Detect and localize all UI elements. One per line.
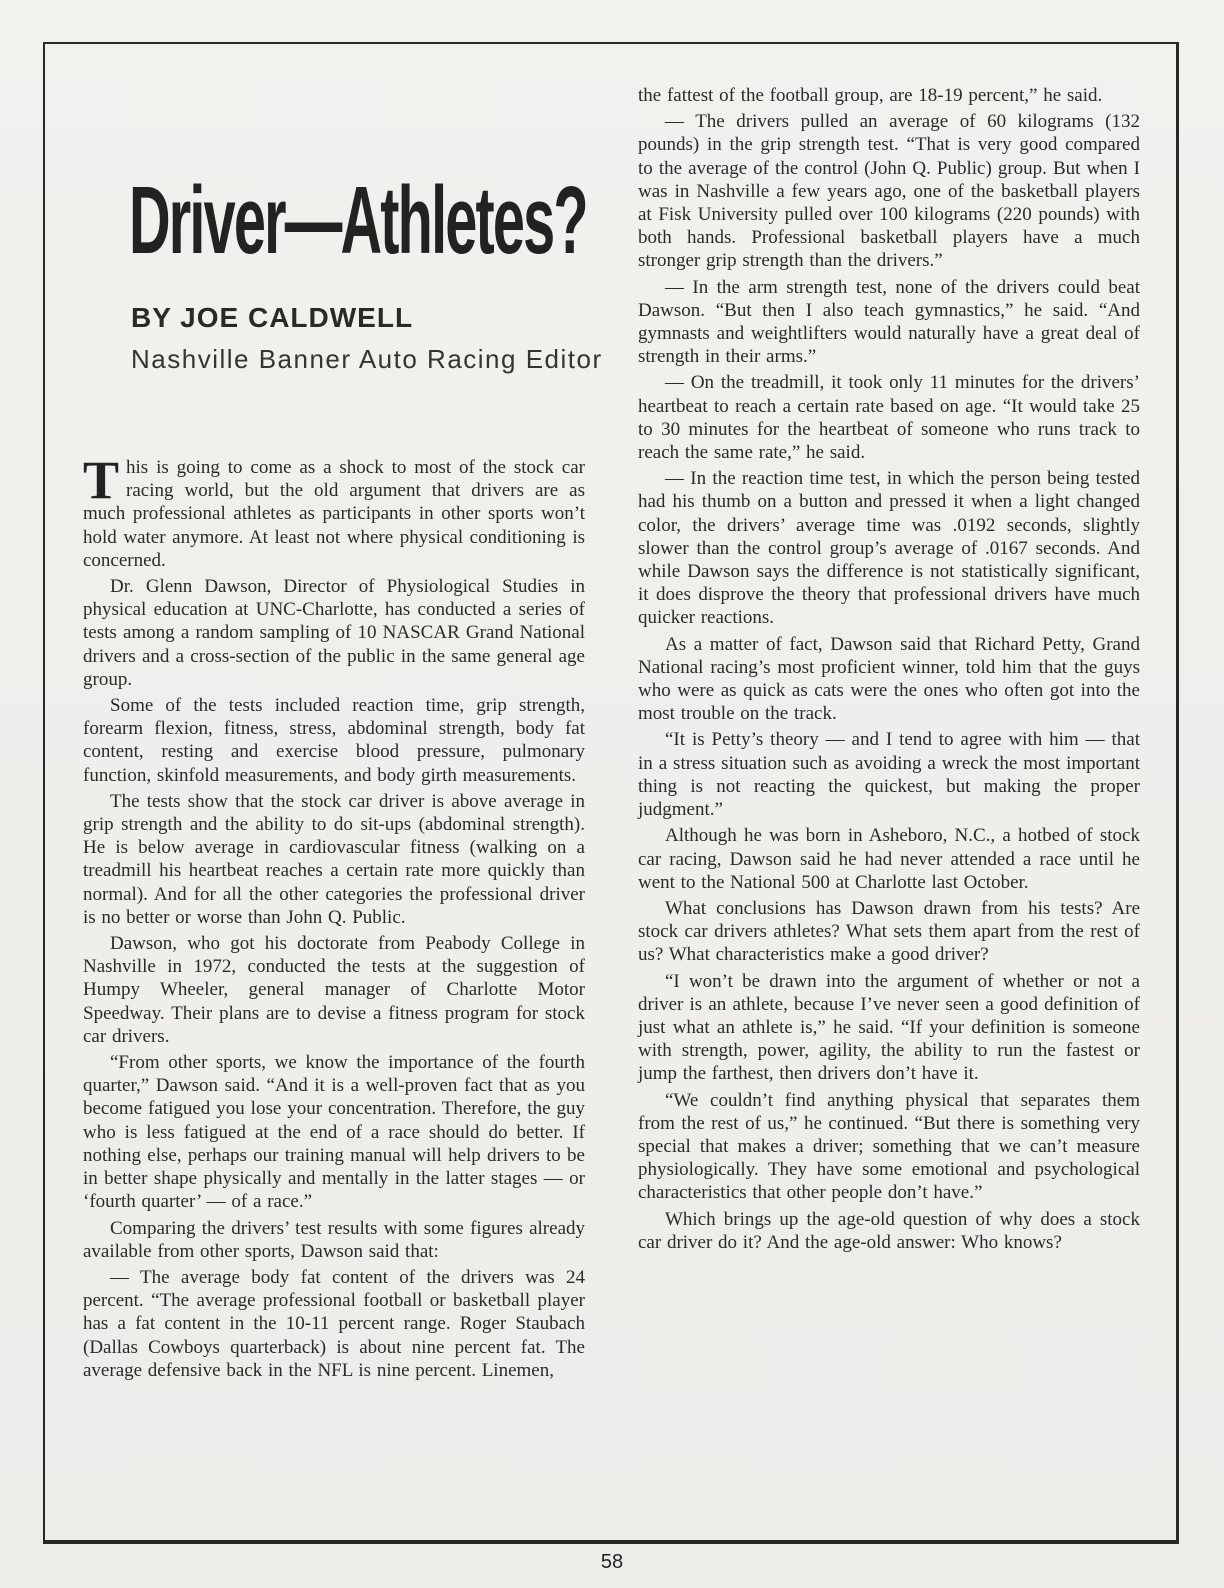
- paragraph: “It is Petty’s theory — and I tend to agree with him — that in a stress situation such as avoiding a wreck the most important thing is not reacting the quickest, but making the proper judgment.”: [638, 729, 1140, 821]
- paragraph: Comparing the drivers’ test results with some figures already available from other sports, Dawson said that:: [83, 1217, 585, 1262]
- paragraph: Dr. Glenn Dawson, Director of Physiological Studies in physical education at UNC-Charlotte, has conducted a series of tests among a random sampling of 10 NASCAR Grand National drivers and a cross-section of the public in the same general age group.: [83, 576, 585, 690]
- paragraph: What conclusions has Dawson drawn from his tests? Are stock car drivers athletes? What sets them apart from the rest of us? What characteristics make a good driver?: [638, 897, 1140, 966]
- right-column-text: [638, 84, 1140, 1257]
- paragraph: — The average body fat content of the drivers was 24 percent. “The average professional football or basketball player has a fat content in the 10-11 percent range. Roger Staubach (Dallas Cowboys quarterback) is about nine percent fat. The average defensive back in the NFL is nine percent. Linemen,: [83, 1266, 585, 1381]
- paragraph: — On the treadmill, it took only 11 minutes for the drivers’ heartbeat to reach a certain rate based on age. “It would take 25 to 30 minutes for the heartbeat of someone who runs track to reach the same rate,” he said.: [638, 372, 1140, 464]
- paragraph: Dawson, who got his doctorate from Peabody College in Nashville in 1972, conducted the tests at the suggestion of Humpy Wheeler, general manager of Charlotte Motor Speedway. Their plans are to devise a fitness program for stock car drivers.: [83, 933, 585, 1047]
- paragraph: “We couldn’t find anything physical that separates them from the rest of us,” he continued. “But there is something very special that makes a driver; something that we can’t measure physiologically. They have some emotional and psychological characteristics that other people don’t have.”: [638, 1089, 1140, 1204]
- byline: BY JOE CALDWELL: [131, 302, 414, 333]
- paragraph: Although he was born in Asheboro, N.C., a hotbed of stock car racing, Dawson said he had never attended a race until he went to the National 500 at Charlotte last October.: [638, 825, 1140, 893]
- paragraph: Which brings up the age-old question of why does a stock car driver do it? And the age-old answer: Who knows?: [638, 1208, 1140, 1253]
- paragraph: “I won’t be drawn into the argument of whether or not a driver is an athlete, because I’ve never seen a good definition of just what an athlete is,” he said. “If your definition is someone with strength, power, agility, the ability to run the fastest or jump the farthest, then drivers don’t have it.: [638, 970, 1140, 1085]
- paragraph: Some of the tests included reaction time, grip strength, forearm flexion, fitness, stress, abdominal strength, body fat content, resting and exercise blood pressure, pulmonary function, skinfold measurements, and body girth measurements.: [83, 695, 585, 786]
- byline-role: Nashville Banner Auto Racing Editor: [131, 344, 603, 374]
- page-number: 58: [600, 1551, 624, 1573]
- page-border-frame: [43, 42, 1179, 1544]
- paragraph: As a matter of fact, Dawson said that Richard Petty, Grand National racing’s most proficient winner, told him that the guys who were as quick as cats were the ones who often got into the most trouble on the track.: [638, 633, 1140, 725]
- article-title: Driver—Athletes?: [129, 167, 587, 274]
- paragraph: The tests show that the stock car driver is above average in grip strength and the ability to do sit-ups (abdominal strength). He is below average in cardiovascular fitness (walking on a treadmill his heartbeat reaches a certain rate more quickly than normal). And for all the other categories the professional driver is no better or worse than John Q. Public.: [83, 790, 585, 928]
- left-column-text: [83, 450, 585, 1385]
- paragraph: — In the reaction time test, in which the person being tested had his thumb on a button and pressed it when a light changed color, the drivers’ average time was .0192 seconds, slightly slower than the control group’s average of .0167 seconds. And while Dawson says the difference is not statistically significant, it does disprove the theory that professional drivers have much quicker reactions.: [638, 468, 1140, 629]
- paragraph: — The drivers pulled an average of 60 kilograms (132 pounds) in the grip strength test. “That is very good compared to the average of the control (John Q. Public) group. But when I was in Nashville a few years ago, one of the basketball players at Fisk University pulled over 100 kilograms (220 pounds) with both hands. Professional basketball players have a much stronger grip strength than the drivers.”: [638, 111, 1140, 272]
- paragraph: — In the arm strength test, none of the drivers could beat Dawson. “But then I also teach gymnastics,” he said. “And gymnasts and weightlifters would naturally have a great deal of strength in their arms.”: [638, 276, 1140, 368]
- drop-cap: T: [83, 450, 120, 510]
- paragraph: This is going to come as a shock to most of the stock car racing world, but the old argument that drivers are as much professional athletes as participants in other sports won’t hold water anymore. At least not where physical conditioning is concerned.: [83, 450, 585, 571]
- paragraph: “From other sports, we know the importance of the fourth quarter,” Dawson said. “And it is a well-proven fact that as you become fatigued you lose your concentration. Therefore, the guy who is less fatigued at the end of a race should do better. If nothing else, perhaps our training manual will help drivers to be in better shape physically and mentally in the latter stages — or ‘fourth quarter’ — of a race.”: [83, 1052, 585, 1213]
- paragraph: the fattest of the football group, are 18-19 percent,” he said.: [638, 85, 1103, 106]
